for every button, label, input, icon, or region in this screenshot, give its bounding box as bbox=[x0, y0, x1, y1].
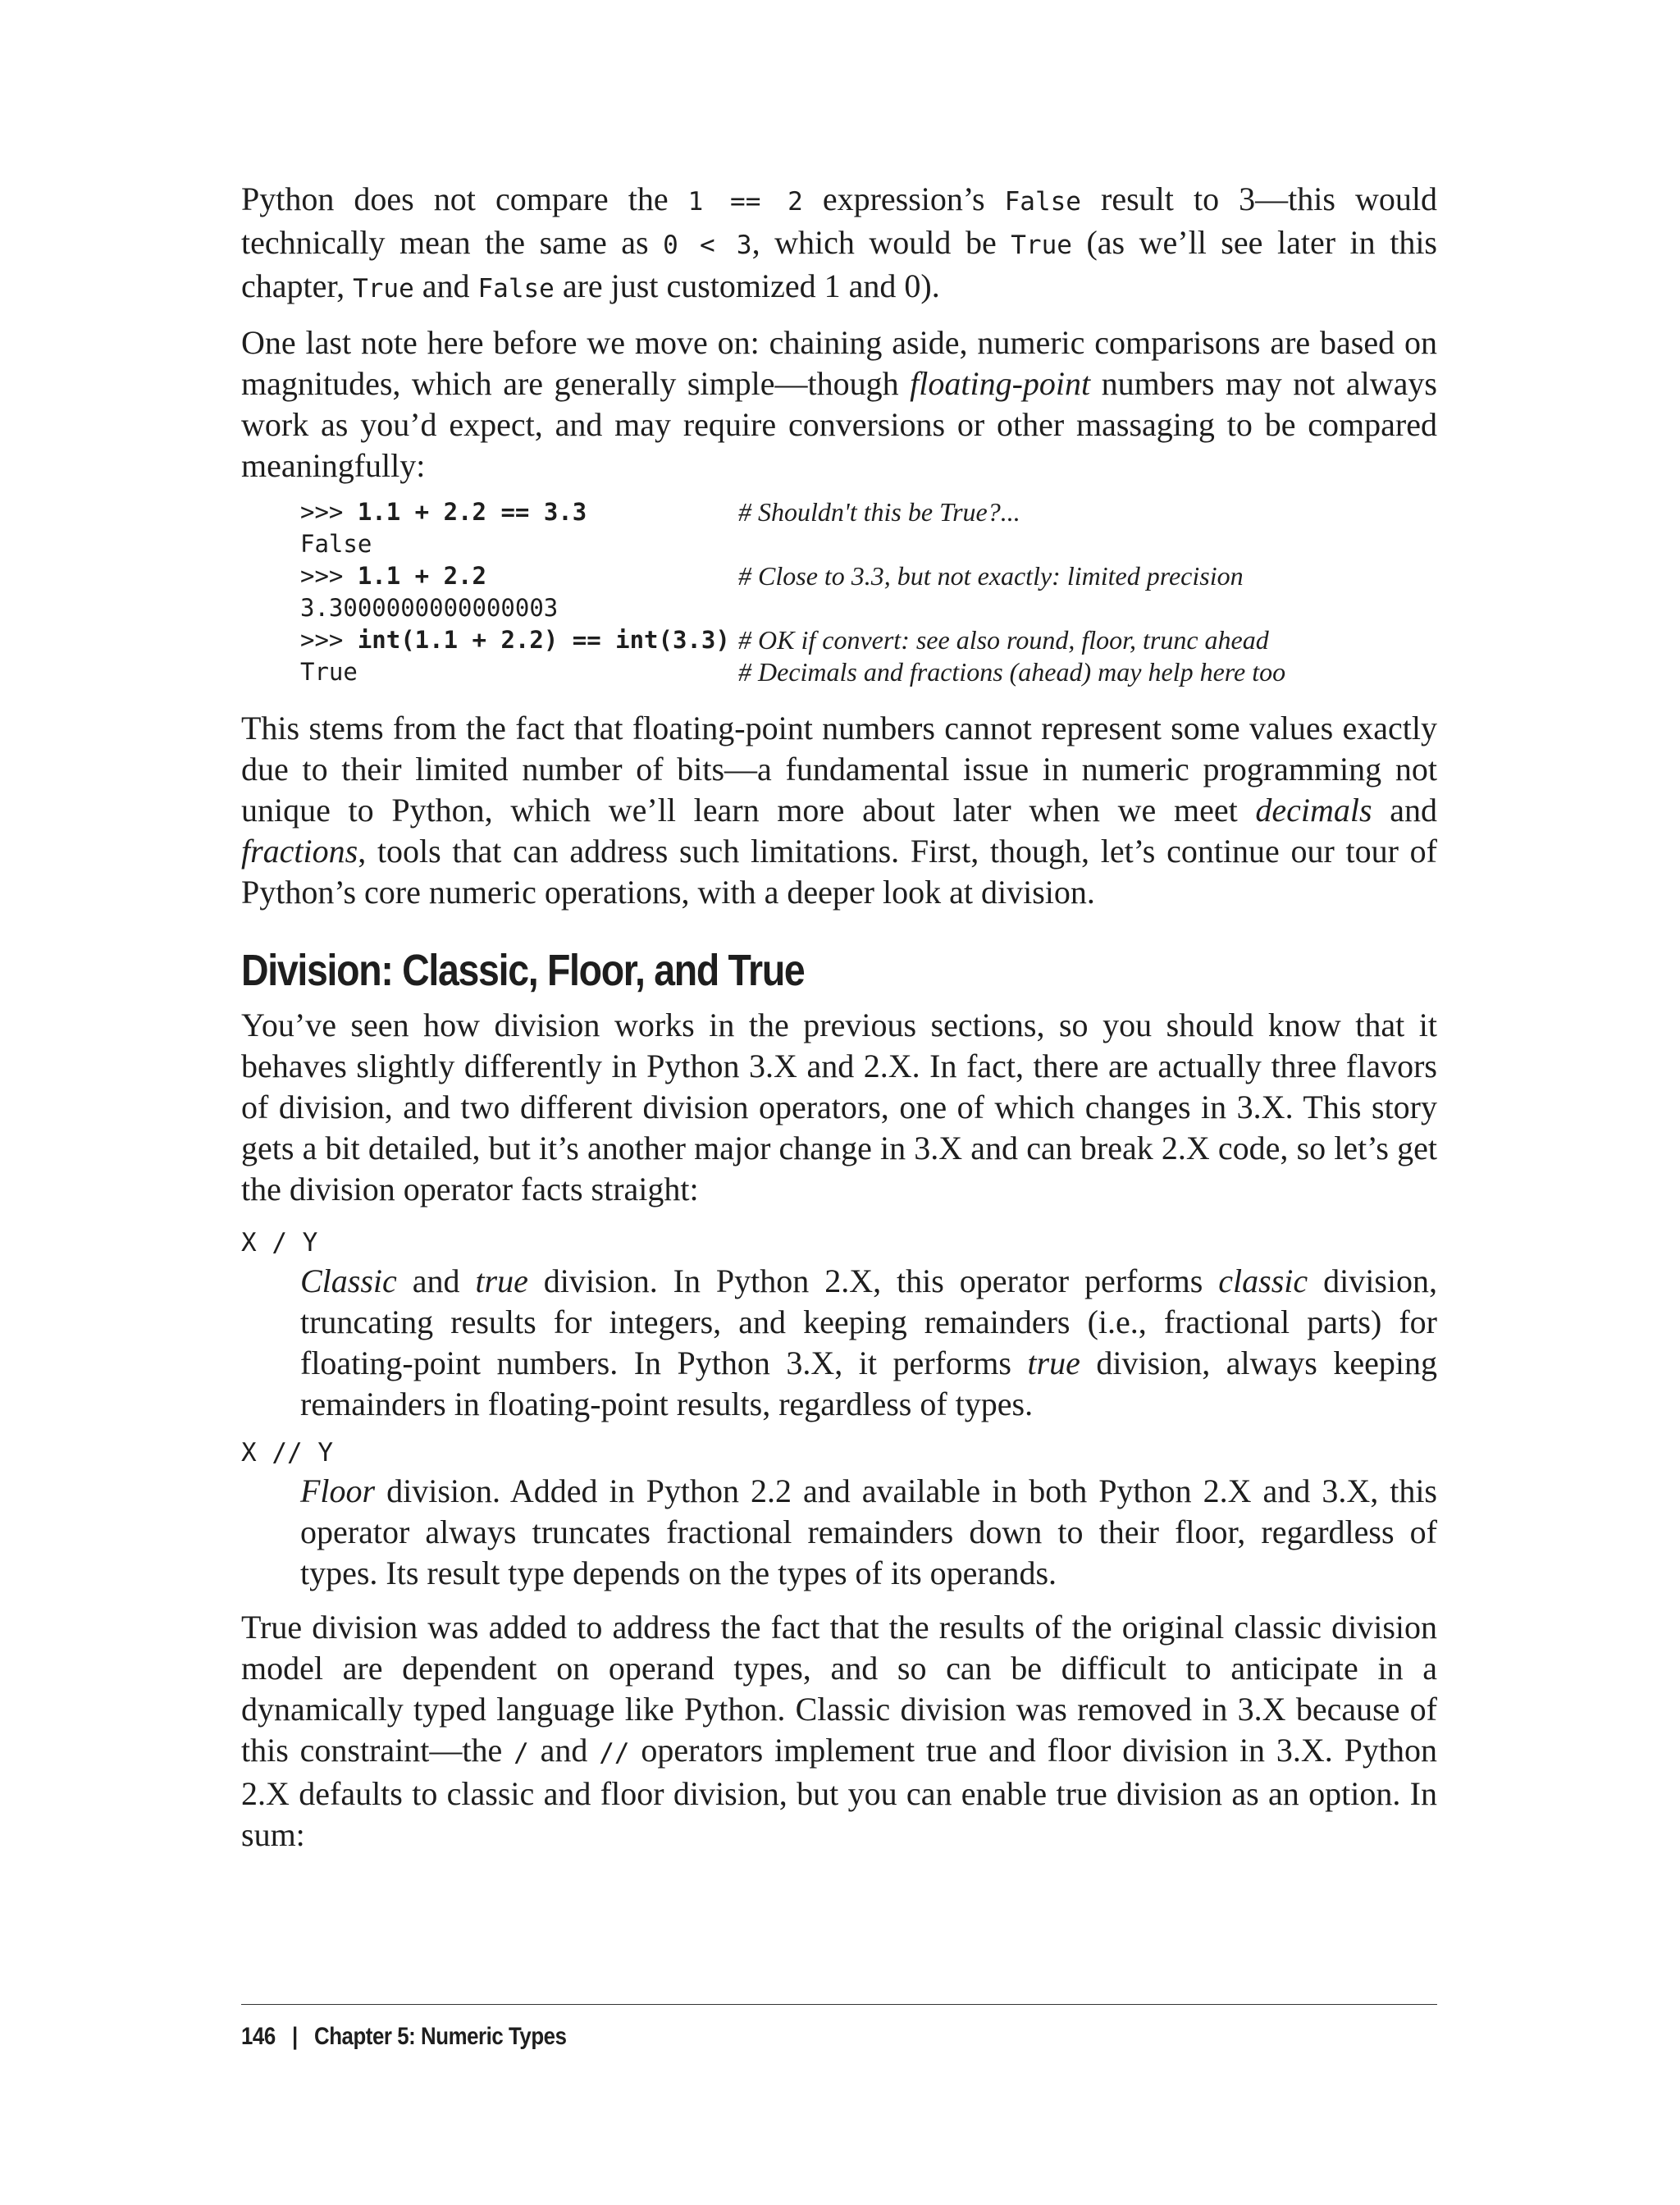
inline-code: False bbox=[477, 274, 555, 304]
inline-code: True bbox=[1011, 231, 1072, 260]
definition-2 bbox=[300, 1471, 1437, 1594]
emphasis: true bbox=[1027, 1344, 1080, 1381]
text: numbers may not always work as you’d expect, and may require conversions or other massaging to be compared meaningfully: bbox=[241, 365, 1437, 484]
text: and bbox=[528, 1732, 600, 1769]
definition-term-2: X // Y bbox=[241, 1438, 333, 1468]
text: This stems from the fact that floating-point numbers cannot represent some values exactly due to their limited number of bits—a fundamental issue in numeric programming not unique to Python, which we’ll learn more about later when we meet bbox=[241, 710, 1437, 829]
definition-list bbox=[241, 1225, 1437, 1594]
paragraph-4: You’ve seen how division works in the previous sections, so you should know that it behaves slightly differently in Python 3.X and 2.X. In fact, there are actually three flavors of division, and two different division operators, one of which changes in 3.X. This story gets a bit detailed, but it’s another major change in 3.X and can break 2.X code, so let’s get the division operator facts straight: bbox=[241, 1007, 1437, 1208]
code-input: 1.1 + 2.2 bbox=[357, 562, 486, 590]
inline-code: // bbox=[599, 1738, 630, 1768]
code-line bbox=[300, 624, 1437, 656]
inline-code: / bbox=[514, 1738, 529, 1768]
code-line bbox=[300, 528, 1437, 560]
page-footer bbox=[241, 2004, 1437, 2051]
footer-text bbox=[241, 2023, 1270, 2051]
code-line bbox=[300, 656, 1437, 688]
paragraph-5 bbox=[241, 1607, 1437, 1856]
code-prompt: >>> bbox=[300, 498, 358, 526]
emphasis: Floor bbox=[300, 1472, 376, 1509]
code-comment: # Shouldn't this be True?... bbox=[738, 497, 1020, 527]
text: and bbox=[413, 267, 478, 304]
code-line bbox=[300, 496, 1437, 528]
text: expression’s bbox=[802, 180, 1005, 217]
page-content bbox=[241, 179, 1437, 1856]
code-prompt: >>> bbox=[300, 562, 358, 590]
text: operators implement true and floor division in 3.X. Python 2.X defaults to classic and floor division, but you can enable true division as an option. In sum: bbox=[241, 1732, 1437, 1853]
text: , tools that can address such limitations. First, though, let’s continue our tour of Python’s core numeric operations, with a deeper look at division. bbox=[241, 833, 1437, 911]
emphasis: true bbox=[475, 1262, 528, 1299]
code-line bbox=[300, 592, 1437, 624]
text: division, truncating results for integers, and keeping remainders (i.e., fractional parts) for floating-point numbers. In Python 3.X, it performs bbox=[300, 1262, 1438, 1381]
text: Python does not compare the bbox=[241, 180, 688, 217]
inline-code: 0 < 3 bbox=[663, 231, 752, 260]
text: are just customized 1 and 0). bbox=[554, 267, 940, 304]
code-prompt: >>> bbox=[300, 626, 358, 654]
text: and bbox=[1372, 792, 1437, 829]
emphasis: Classic bbox=[300, 1262, 397, 1299]
paragraph-1 bbox=[241, 179, 1437, 309]
code-comment: # OK if convert: see also round, floor, trunc ahead bbox=[738, 625, 1269, 655]
definition-1 bbox=[300, 1261, 1437, 1425]
emphasis: decimals bbox=[1255, 792, 1372, 829]
inline-code: 1 == 2 bbox=[687, 187, 803, 217]
emphasis: classic bbox=[1218, 1262, 1308, 1299]
code-output: 3.3000000000000003 bbox=[300, 594, 559, 622]
code-comment: # Close to 3.3, but not exactly: limited precision bbox=[738, 561, 1244, 591]
text: result to 3—this would technically mean the same as bbox=[241, 180, 1437, 261]
text: division. In Python 2.X, this operator performs bbox=[527, 1262, 1219, 1299]
code-output: True bbox=[300, 658, 358, 686]
inline-code: True bbox=[353, 274, 414, 304]
paragraph-3 bbox=[241, 708, 1437, 913]
code-block bbox=[300, 496, 1437, 688]
chapter-title: Chapter 5: Numeric Types bbox=[314, 2023, 567, 2050]
text: division, always keeping remainders in floating-point results, regardless of types. bbox=[300, 1344, 1437, 1422]
text: division. Added in Python 2.2 and available in both Python 2.X and 3.X, this operator always truncates fractional remainders down to their floor, regardless of types. Its result type depends on the types of its operands. bbox=[300, 1472, 1437, 1591]
text: (as we’ll see later in this chapter, bbox=[241, 224, 1438, 304]
text: True division was added to address the fact that the results of the original classic division model are dependent on operand types, and so can be difficult to anticipate in a dynamically typed language like Python. Classic division was removed in 3.X because of this constraint—the bbox=[241, 1609, 1437, 1769]
page-number: 146 bbox=[241, 2023, 276, 2050]
code-comment: # Decimals and fractions (ahead) may help here too bbox=[738, 657, 1286, 687]
code-input: 1.1 + 2.2 == 3.3 bbox=[357, 498, 587, 526]
code-output: False bbox=[300, 530, 372, 558]
section-heading: Division: Classic, Floor, and True bbox=[241, 946, 805, 995]
definition-term-1: X / Y bbox=[241, 1228, 318, 1258]
text: One last note here before we move on: chaining aside, numeric comparisons are based on magnitudes, which are generally simple—though bbox=[241, 324, 1437, 402]
code-input: int(1.1 + 2.2) == int(3.3) bbox=[357, 626, 730, 654]
footer-separator: | bbox=[291, 2023, 298, 2050]
paragraph-2 bbox=[241, 322, 1437, 486]
code-line bbox=[300, 560, 1437, 592]
text: and bbox=[396, 1262, 476, 1299]
inline-code: False bbox=[1004, 187, 1081, 217]
text: , which would be bbox=[751, 224, 1011, 261]
emphasis: floating-point bbox=[910, 365, 1091, 402]
emphasis: fractions bbox=[241, 833, 358, 870]
